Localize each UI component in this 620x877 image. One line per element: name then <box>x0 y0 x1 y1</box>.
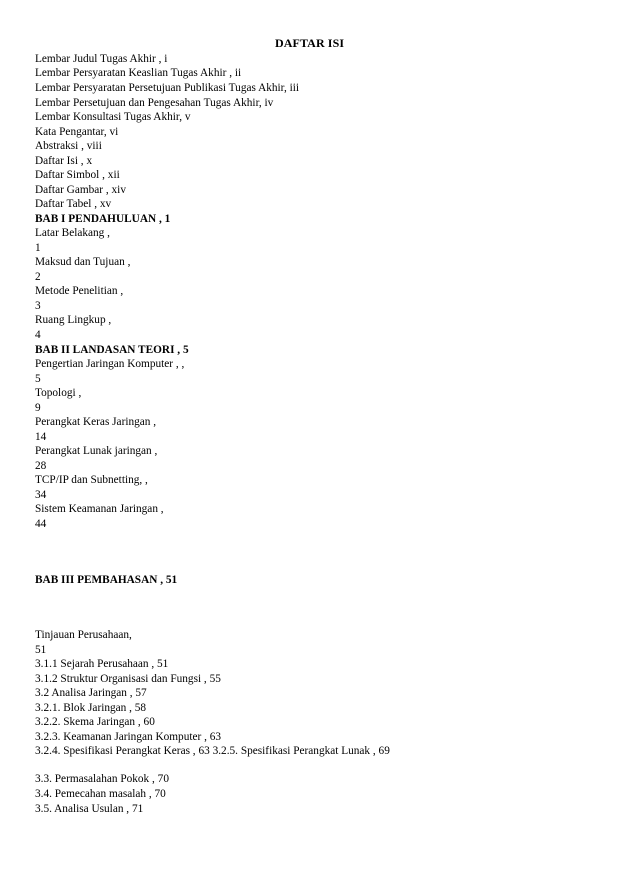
toc-entry: 1 <box>35 242 41 254</box>
toc-entry: 3.2.3. Keamanan Jaringan Komputer , 63 <box>35 731 222 743</box>
toc-entry: 3.4. Pemecahan masalah , 70 <box>35 788 166 800</box>
toc-entry: Sistem Keamanan Jaringan , <box>35 503 164 515</box>
toc-entry: Latar Belakang , <box>35 227 110 239</box>
toc-entry: Daftar Gambar , xiv <box>35 184 126 196</box>
toc-entry: Metode Penelitian , <box>35 285 124 297</box>
toc-entry: Daftar Simbol , xii <box>35 169 120 181</box>
toc-entry: 3.2.2. Skema Jaringan , 60 <box>35 716 155 728</box>
toc-entry: Topologi , <box>35 387 82 399</box>
toc-entry: 3.2.1. Blok Jaringan , 58 <box>35 702 147 714</box>
toc-entry: Lembar Judul Tugas Akhir , i <box>35 53 168 65</box>
toc-entry: 2 <box>35 271 41 283</box>
toc-entry: 9 <box>35 402 41 414</box>
toc-entry: Daftar Tabel , xv <box>35 198 112 210</box>
toc-chapter-heading: BAB II LANDASAN TEORI , 5 <box>35 344 189 356</box>
toc-entry: 34 <box>35 489 47 501</box>
toc-entry: 3.3. Permasalahan Pokok , 70 <box>35 773 169 785</box>
toc-entry: 51 <box>35 644 47 656</box>
toc-entry: 28 <box>35 460 47 472</box>
toc-entry: 4 <box>35 329 41 341</box>
toc-entry: 3 <box>35 300 41 312</box>
toc-entry: Lembar Persyaratan Keaslian Tugas Akhir , ii <box>35 67 242 79</box>
toc-entry: Abstraksi , viii <box>35 140 102 152</box>
toc-entry: 3.5. Analisa Usulan , 71 <box>35 803 144 815</box>
toc-entry: 3.1.2 Struktur Organisasi dan Fungsi , 55 <box>35 673 221 685</box>
toc-entry: 3.1.1 Sejarah Perusahaan , 51 <box>35 658 169 670</box>
toc-entry: Ruang Lingkup , <box>35 314 112 326</box>
page-title: DAFTAR ISI <box>275 36 345 50</box>
toc-entry: 5 <box>35 373 41 385</box>
toc-entry: 3.2 Analisa Jaringan , 57 <box>35 687 147 699</box>
toc-entry: 44 <box>35 518 47 530</box>
toc-entry: 14 <box>35 431 47 443</box>
toc-entry: Lembar Persetujuan dan Pengesahan Tugas Akhir, iv <box>35 97 274 109</box>
toc-entry: Tinjauan Perusahaan, <box>35 629 132 641</box>
toc-entry: Lembar Konsultasi Tugas Akhir, v <box>35 111 191 123</box>
toc-entry: Lembar Persyaratan Persetujuan Publikasi Tugas Akhir, iii <box>35 82 300 94</box>
toc-entry: Perangkat Keras Jaringan , <box>35 416 157 428</box>
toc-chapter-heading: BAB III PEMBAHASAN , 51 <box>35 574 178 586</box>
toc-entry: 3.2.4. Spesifikasi Perangkat Keras , 63 3.2.5. Spesifikasi Perangkat Lunak , 69 <box>35 745 390 757</box>
toc-entry: Perangkat Lunak jaringan , <box>35 445 158 457</box>
toc-entry: Pengertian Jaringan Komputer , , <box>35 358 185 370</box>
toc-chapter-heading: BAB I PENDAHULUAN , 1 <box>35 213 171 225</box>
toc-entry: Kata Pengantar, vi <box>35 126 119 138</box>
toc-entry: Daftar Isi , x <box>35 155 93 167</box>
toc-entry: TCP/IP dan Subnetting, , <box>35 474 148 486</box>
toc-entry: Maksud dan Tujuan , <box>35 256 131 268</box>
